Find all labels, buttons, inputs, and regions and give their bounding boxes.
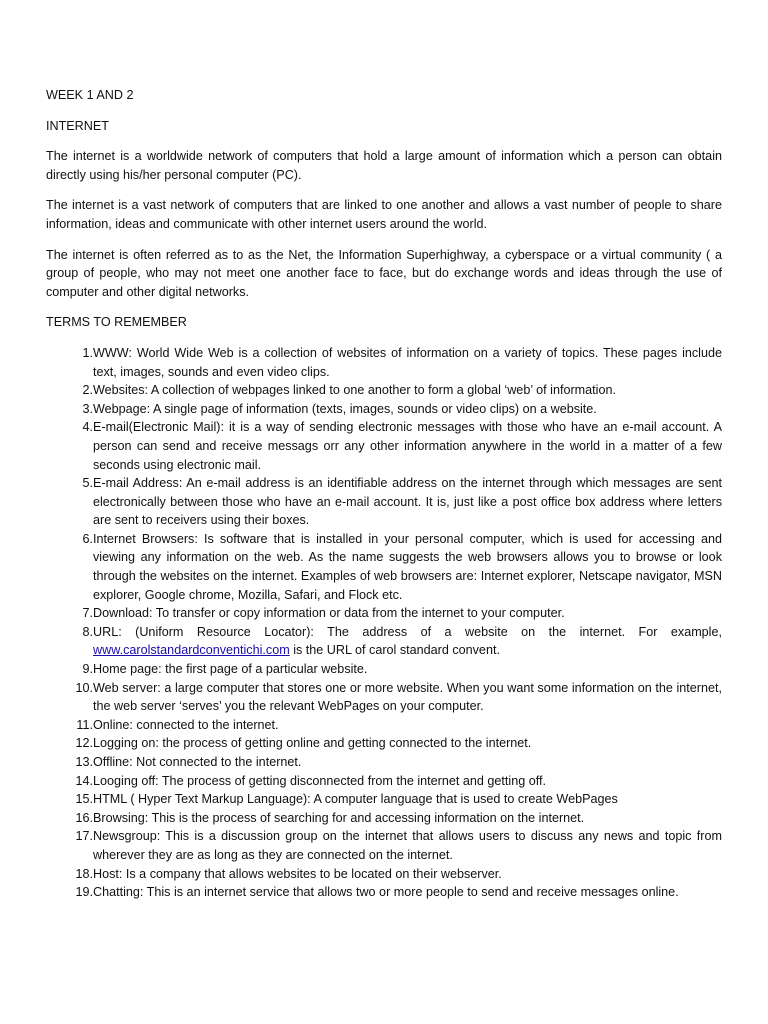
item-text: Browsing: This is the process of searching for and accessing information on the internet. <box>93 810 585 825</box>
section-heading: INTERNET <box>46 118 109 133</box>
list-item <box>46 604 722 623</box>
list-item <box>46 734 722 753</box>
item-number: 8. <box>82 624 93 639</box>
terms-list <box>46 344 722 902</box>
list-item <box>46 530 722 604</box>
list-item <box>46 772 722 791</box>
list-item <box>46 679 722 716</box>
item-number: 9. <box>82 662 93 677</box>
item-number: 12. <box>75 736 93 751</box>
list-item <box>46 623 722 660</box>
paragraph: The internet is often referred as to as the Net, the Information Superhighway, a cyberspace or a virtual community ( a group of people, who may not meet one another face to face, but do exchange words and ideas through the use of computer and other digital networks. <box>46 247 722 299</box>
list-item <box>46 883 722 902</box>
item-text: Host: Is a company that allows websites to be located on their webserver. <box>93 866 502 881</box>
item-text <box>93 623 722 660</box>
item-number: 18. <box>75 866 93 881</box>
item-number: 16. <box>75 810 93 825</box>
item-number: 3. <box>82 401 93 416</box>
week-heading: WEEK 1 AND 2 <box>46 88 134 102</box>
list-item <box>46 381 722 400</box>
item-number: 14. <box>75 773 93 788</box>
item-number: 13. <box>75 755 93 769</box>
item-text: Online: connected to the internet. <box>93 717 279 732</box>
item-number: 7. <box>82 606 93 621</box>
list-item <box>46 716 722 735</box>
list-item <box>46 660 722 679</box>
item-number: 2. <box>82 383 93 398</box>
list-item <box>46 865 722 884</box>
url-text-before: URL: (Uniform Resource Locator): The address of a website on the internet. For example, <box>93 624 722 639</box>
terms-heading: TERMS TO REMEMBER <box>46 315 187 330</box>
item-text: Websites: A collection of webpages linked to one another to form a global ‘web’ of information. <box>93 383 616 398</box>
item-text: HTML ( Hyper Text Markup Language): A computer language that is used to create WebPages <box>93 792 618 807</box>
item-number: 19. <box>75 885 93 900</box>
list-item <box>46 790 722 809</box>
item-number: 5. <box>82 476 93 491</box>
item-number: 15. <box>75 792 93 807</box>
item-text: Chatting: This is an internet service that allows two or more people to send and receive messages online. <box>93 885 679 900</box>
item-number: 17. <box>75 829 93 844</box>
item-text: E-mail(Electronic Mail): it is a way of sending electronic messages with those who have an e-mail account. A person can send and receive messags orr any other information anywhere in the world in a matter of a few seconds using electronic mail. <box>93 420 722 472</box>
list-item <box>46 474 722 530</box>
item-text: Webpage: A single page of information (texts, images, sounds or video clips) on a website. <box>93 401 597 416</box>
item-text: Newsgroup: This is a discussion group on the internet that allows users to discuss any news and topic from wherever they are as long as they are connected on the internet. <box>93 829 722 862</box>
list-item <box>46 344 722 381</box>
item-text: Internet Browsers: Is software that is installed in your personal computer, which is used for accessing and viewing any information on the web. As the name suggests the web browsers allows you to browse or look through the websites on the internet. Examples of web browsers are: Internet explorer, Netscape navigator, MSN explorer, Google chrome, Mozilla, Safari, and Flock etc. <box>93 531 722 602</box>
item-text: E-mail Address: An e-mail address is an identifiable address on the internet through which messages are sent electronically between those who have an e-mail account. It is, just like a post office box address where letters are sent to receivers using their boxes. <box>93 476 722 528</box>
list-item <box>46 827 722 864</box>
item-text: Logging on: the process of getting online and getting connected to the internet. <box>93 736 532 751</box>
list-item <box>46 418 722 474</box>
item-number: 1. <box>82 345 93 360</box>
paragraph: The internet is a vast network of computers that are linked to one another and allows a vast number of people to share information, ideas and communicate with other internet users around the world. <box>46 198 722 231</box>
list-item <box>46 809 722 828</box>
item-number: 6. <box>82 531 93 546</box>
item-text: Looging off: The process of getting disconnected from the internet and getting off. <box>93 773 546 788</box>
item-text: Web server: a large computer that stores one or more website. When you want some information on the internet, the web server ‘serves’ you the relevant WebPages on your computer. <box>93 680 722 714</box>
item-text: Home page: the first page of a particular website. <box>93 662 368 677</box>
document-page <box>46 86 722 902</box>
item-number: 10. <box>75 680 93 695</box>
url-link[interactable]: www.carolstandardconventichi.com <box>93 643 290 658</box>
item-number: 11. <box>76 717 93 732</box>
list-item <box>46 753 722 772</box>
url-text-after: is the URL of carol standard convent. <box>289 643 500 658</box>
item-text: Offline: Not connected to the internet. <box>93 755 302 769</box>
list-item <box>46 400 722 419</box>
item-number: 4. <box>82 420 93 435</box>
item-text: WWW: World Wide Web is a collection of websites of information on a variety of topics. These pages include text, images, sounds and even video clips. <box>93 345 722 379</box>
item-text: Download: To transfer or copy information or data from the internet to your computer. <box>93 606 565 621</box>
paragraph: The internet is a worldwide network of computers that hold a large amount of information which a person can obtain directly using his/her personal computer (PC). <box>46 149 722 182</box>
